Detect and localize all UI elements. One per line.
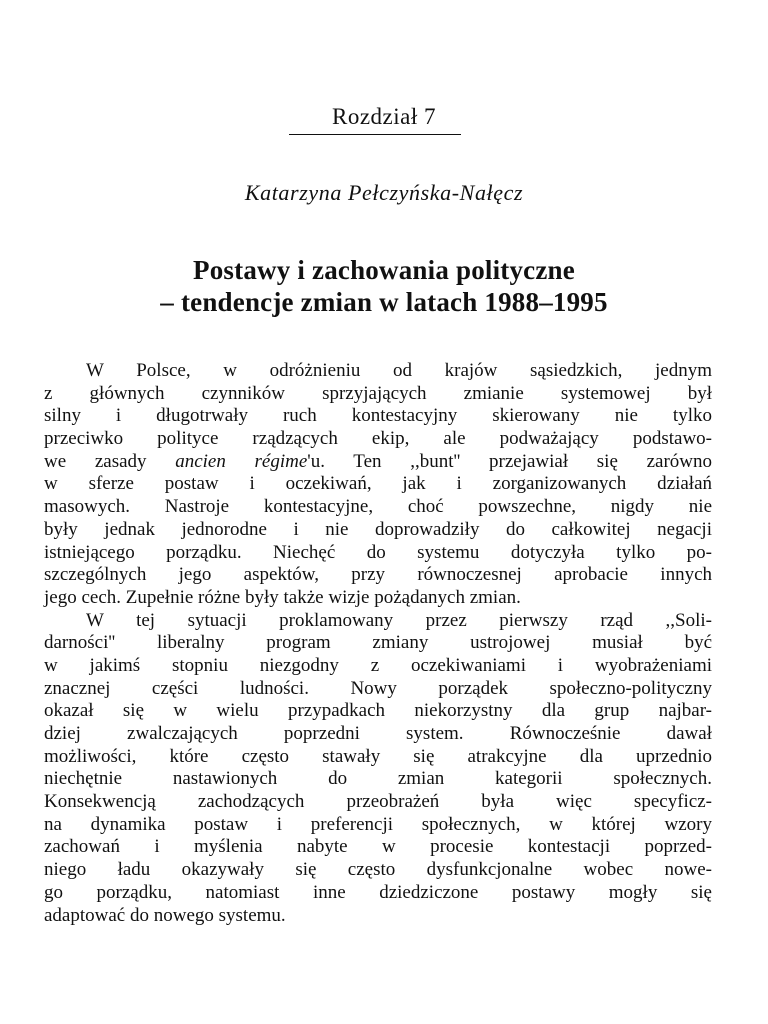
chapter-underline	[289, 134, 461, 135]
text-line: istniejącego porządku. Niechęć do systemu dotyczyła tylko po-	[44, 541, 712, 563]
text-line: możliwości, które często stawały się atrakcyjne dla uprzednio	[44, 745, 712, 767]
text-line: znacznej części ludności. Nowy porządek społeczno-polityczny	[44, 677, 712, 699]
text-line: zachowań i myślenia nabyte w procesie kontestacji poprzed-	[44, 836, 712, 858]
text-line: były jednak jednorodne i nie doprowadziły do całkowitej negacji	[44, 518, 712, 540]
chapter-title	[0, 254, 768, 318]
text-line	[44, 451, 712, 474]
text-line: go porządku, natomiast inne dziedziczone postawy mogły się	[44, 881, 712, 903]
author-name: Katarzyna Pełczyńska-Nałęcz	[244, 180, 524, 205]
chapter-title-line-1: Postawy i zachowania polityczne	[193, 255, 575, 285]
text-line: dziej zwalczających poprzedni system. Równocześnie dawał	[44, 723, 712, 744]
text-line: jego cech. Zupełnie różne były także wizje pożądanych zmian.	[44, 586, 521, 608]
text-line: niego ładu okazywały się często dysfunkcjonalne wobec nowe-	[44, 859, 712, 881]
text-line: W tej sytuacji proklamowany przez pierwszy rząd ,,Soli-	[86, 609, 712, 631]
text-line: masowych. Nastroje kontestacyjne, choć powszechne, nigdy nie	[44, 496, 712, 518]
text-line: niechętnie nastawionych do zmian kategorii społecznych.	[44, 768, 712, 790]
chapter-label: Rozdział 7	[332, 104, 436, 129]
text-segment: 'u. Ten ,,bunt'' przejawiał się zarówno	[307, 450, 712, 472]
text-line: Konsekwencją zachodzących przeobrażeń była więc specyficz-	[44, 791, 712, 813]
text-line: silny i długotrwały ruch kontestacyjny skierowany nie tylko	[44, 405, 712, 427]
chapter-title-line-2: – tendencje zmian w latach 1988–1995	[160, 287, 608, 317]
text-line: w sferze postaw i oczekiwań, jak i zorganizowanych działań	[44, 473, 712, 495]
text-segment: we zasady	[44, 450, 176, 472]
text-line: z głównych czynników sprzyjających zmianie systemowej był	[44, 382, 712, 404]
text-line: okazał się w wielu przypadkach niekorzystny dla grup najbar-	[44, 700, 712, 722]
text-line: adaptować do nowego systemu.	[44, 904, 286, 926]
text-line: na dynamika postaw i preferencji społecznych, w której wzory	[44, 813, 712, 835]
text-line: szczególnych jego aspektów, przy równoczesnej aprobacie innych	[44, 564, 712, 586]
text-line: przeciwko polityce rządzących ekip, ale podważający podstawo-	[44, 428, 712, 450]
text-line: W Polsce, w odróżnieniu od krajów sąsiedzkich, jednym	[86, 360, 712, 381]
body-text	[44, 360, 712, 927]
italic-phrase: ancien régime	[175, 450, 308, 472]
text-line: w jakimś stopniu niezgodny z oczekiwaniami i wyobrażeniami	[44, 654, 712, 676]
text-line: darności'' liberalny program zmiany ustrojowej musiał być	[44, 632, 712, 654]
